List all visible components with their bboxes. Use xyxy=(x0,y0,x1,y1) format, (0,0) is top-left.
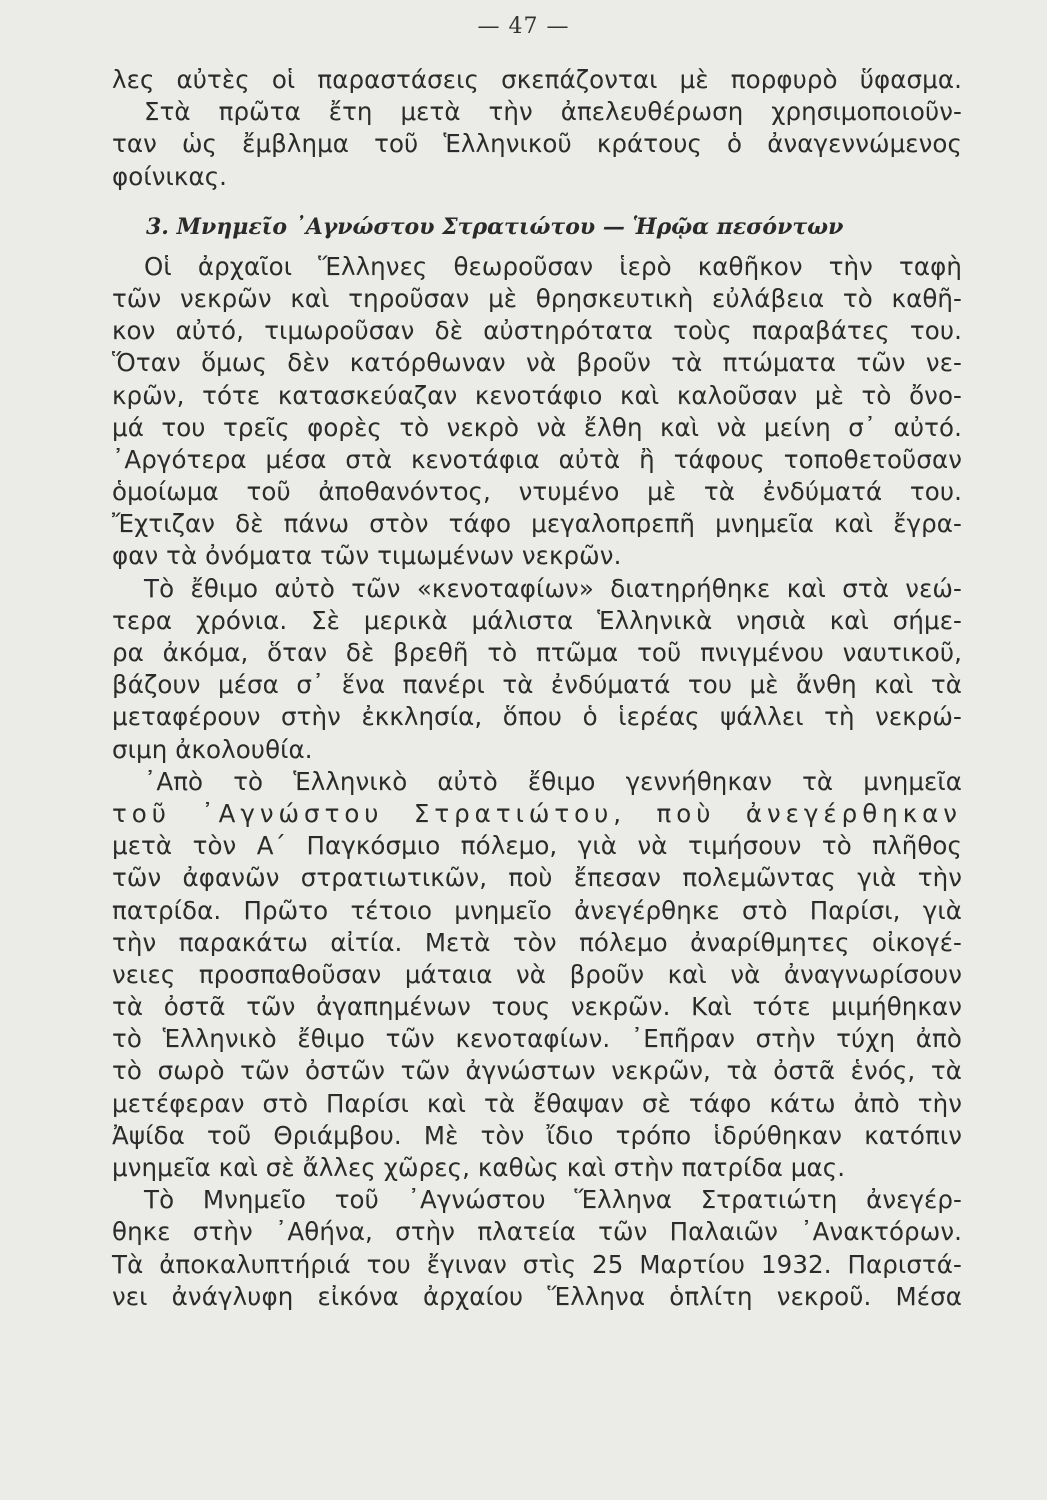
text-line: Ἔχτιζαν δὲ πάνω στὸν τάφο μεγαλοπρεπῆ μνημεῖα καὶ ἔγρα- xyxy=(112,509,962,539)
body-text xyxy=(112,64,962,1313)
text-line: μεταφέρουν στὴν ἐκκλησία, ὅπου ὁ ἱερέας ψάλλει τὴ νεκρώ- xyxy=(112,702,962,732)
text-line: κον αὐτό, τιμωροῦσαν δὲ αὐστηρότατα τοὺς παραβάτες του. xyxy=(112,316,962,346)
text-line: Τὸ Μνημεῖο τοῦ ᾿Αγνώστου Ἕλληνα Στρατιώτη ἀνεγέρ- xyxy=(144,1185,962,1215)
text-line: Ἀψίδα τοῦ Θριάμβου. Μὲ τὸν ἴδιο τρόπο ἱδρύθηκαν κατόπιν xyxy=(112,1120,962,1150)
text-line: Τὸ ἔθιμο αὐτὸ τῶν «κενοταφίων» διατηρήθηκε καὶ στὰ νεώ- xyxy=(144,573,962,603)
text-line: φοίνικας. xyxy=(112,161,228,191)
text-line: μετὰ τὸν Α΄ Παγκόσμιο πόλεμο, γιὰ νὰ τιμήσουν τὸ πλῆθος xyxy=(112,831,962,861)
text-line: μετέφεραν στὸ Παρίσι καὶ τὰ ἔθαψαν σὲ τάφο κάτω ἀπὸ τὴν xyxy=(112,1088,962,1118)
text-line: τερα χρόνια. Σὲ μερικὰ μάλιστα Ἑλληνικὰ νησιὰ καὶ σήμε- xyxy=(112,605,962,635)
page-number: — 47 — xyxy=(477,14,570,39)
text-line: τοῦ ᾿Αγνώστου Στρατιώτου, ποὺ ἀνεγέρθηκαν xyxy=(112,798,962,828)
text-line: ρα ἀκόμα, ὅταν δὲ βρεθῆ τὸ πτῶμα τοῦ πνιγμένου ναυτικοῦ, xyxy=(112,638,962,667)
text-line: τὴν παρακάτω αἰτία. Μετὰ τὸν πόλεμο ἀναρίθμητες οἰκογέ- xyxy=(112,927,962,957)
text-line: ᾿Απὸ τὸ Ἑλληνικὸ αὐτὸ ἔθιμο γεννήθηκαν τὰ μνημεῖα xyxy=(144,766,962,796)
text-line: ᾿Αργότερα μέσα στὰ κενοτάφια αὐτὰ ἢ τάφους τοποθετοῦσαν xyxy=(112,444,962,474)
text-line: σιμη ἀκολουθία. xyxy=(112,734,313,764)
text-line: Οἱ ἀρχαῖοι Ἕλληνες θεωροῦσαν ἱερὸ καθῆκον τὴν ταφὴ xyxy=(144,251,962,281)
text-line: θηκε στὴν ᾿Αθήνα, στὴν πλατεία τῶν Παλαιῶν ᾿Ανακτόρων. xyxy=(112,1217,962,1247)
text-line: τῶν νεκρῶν καὶ τηροῦσαν μὲ θρησκευτικὴ εὐλάβεια τὸ καθῆ- xyxy=(112,283,962,313)
text-line: πατρίδα. Πρῶτο τέτοιο μνημεῖο ἀνεγέρθηκε στὸ Παρίσι, γιὰ xyxy=(112,895,962,925)
text-line: τῶν ἀφανῶν στρατιωτικῶν, ποὺ ἔπεσαν πολεμῶντας γιὰ τὴν xyxy=(112,863,962,893)
text-line: μά του τρεῖς φορὲς τὸ νεκρὸ νὰ ἔλθη καὶ νὰ μείνη σ᾿ αὐτό. xyxy=(112,412,962,442)
text-line: βάζουν μέσα σ᾿ ἕνα πανέρι τὰ ἐνδύματά του μὲ ἄνθη καὶ τὰ xyxy=(112,670,962,700)
text-line: τὰ ὀστᾶ τῶν ἀγαπημένων τους νεκρῶν. Καὶ τότε μιμήθηκαν xyxy=(112,992,962,1022)
text-line: μνημεῖα καὶ σὲ ἄλλες χῶρες, καθὼς καὶ στὴν πατρίδα μας. xyxy=(112,1153,846,1182)
text-line: νει ἀνάγλυφη εἰκόνα ἀρχαίου Ἕλληνα ὁπλίτη νεκροῦ. Μέσα xyxy=(112,1281,962,1311)
text-line: φαν τὰ ὀνόματα τῶν τιμωμένων νεκρῶν. xyxy=(112,541,622,571)
text-line: Τὰ ἀποκαλυπτήριά του ἔγιναν στὶς 25 Μαρτίου 1932. Παριστά- xyxy=(112,1249,962,1279)
text-line: λες αὐτὲς οἱ παραστάσεις σκεπάζονται μὲ πορφυρὸ ὕφασμα. xyxy=(112,65,962,94)
section-heading: 3. Μνημεῖο ᾿Αγνώστου Στρατιώτου — Ἡρῷα πεσόντων xyxy=(146,213,844,240)
text-line: Στὰ πρῶτα ἔτη μετὰ τὴν ἀπελευθέρωση χρησιμοποιοῦν- xyxy=(144,97,962,127)
text-line: τὸ σωρὸ τῶν ὀστῶν τῶν ἀγνώστων νεκρῶν, τὰ ὀστᾶ ἑνός, τὰ xyxy=(112,1056,962,1086)
text-line: ταν ὡς ἔμβλημα τοῦ Ἑλληνικοῦ κράτους ὁ ἀναγεννώμενος xyxy=(112,129,962,159)
text-line: κρῶν, τότε κατασκεύαζαν κενοτάφιο καὶ καλοῦσαν μὲ τὸ ὄνο- xyxy=(112,380,962,410)
text-line: τὸ Ἑλληνικὸ ἔθιμο τῶν κενοταφίων. ᾿Επῆραν στὴν τύχη ἀπὸ xyxy=(112,1024,962,1054)
text-line: νειες προσπαθοῦσαν μάταια νὰ βροῦν καὶ νὰ ἀναγνωρίσουν xyxy=(112,959,962,989)
text-line: Ὅταν ὅμως δὲν κατόρθωναν νὰ βροῦν τὰ πτώματα τῶν νε- xyxy=(112,348,962,378)
text-line: ὁμοίωμα τοῦ ἀποθανόντος, ντυμένο μὲ τὰ ἐνδύματά του. xyxy=(112,477,962,507)
